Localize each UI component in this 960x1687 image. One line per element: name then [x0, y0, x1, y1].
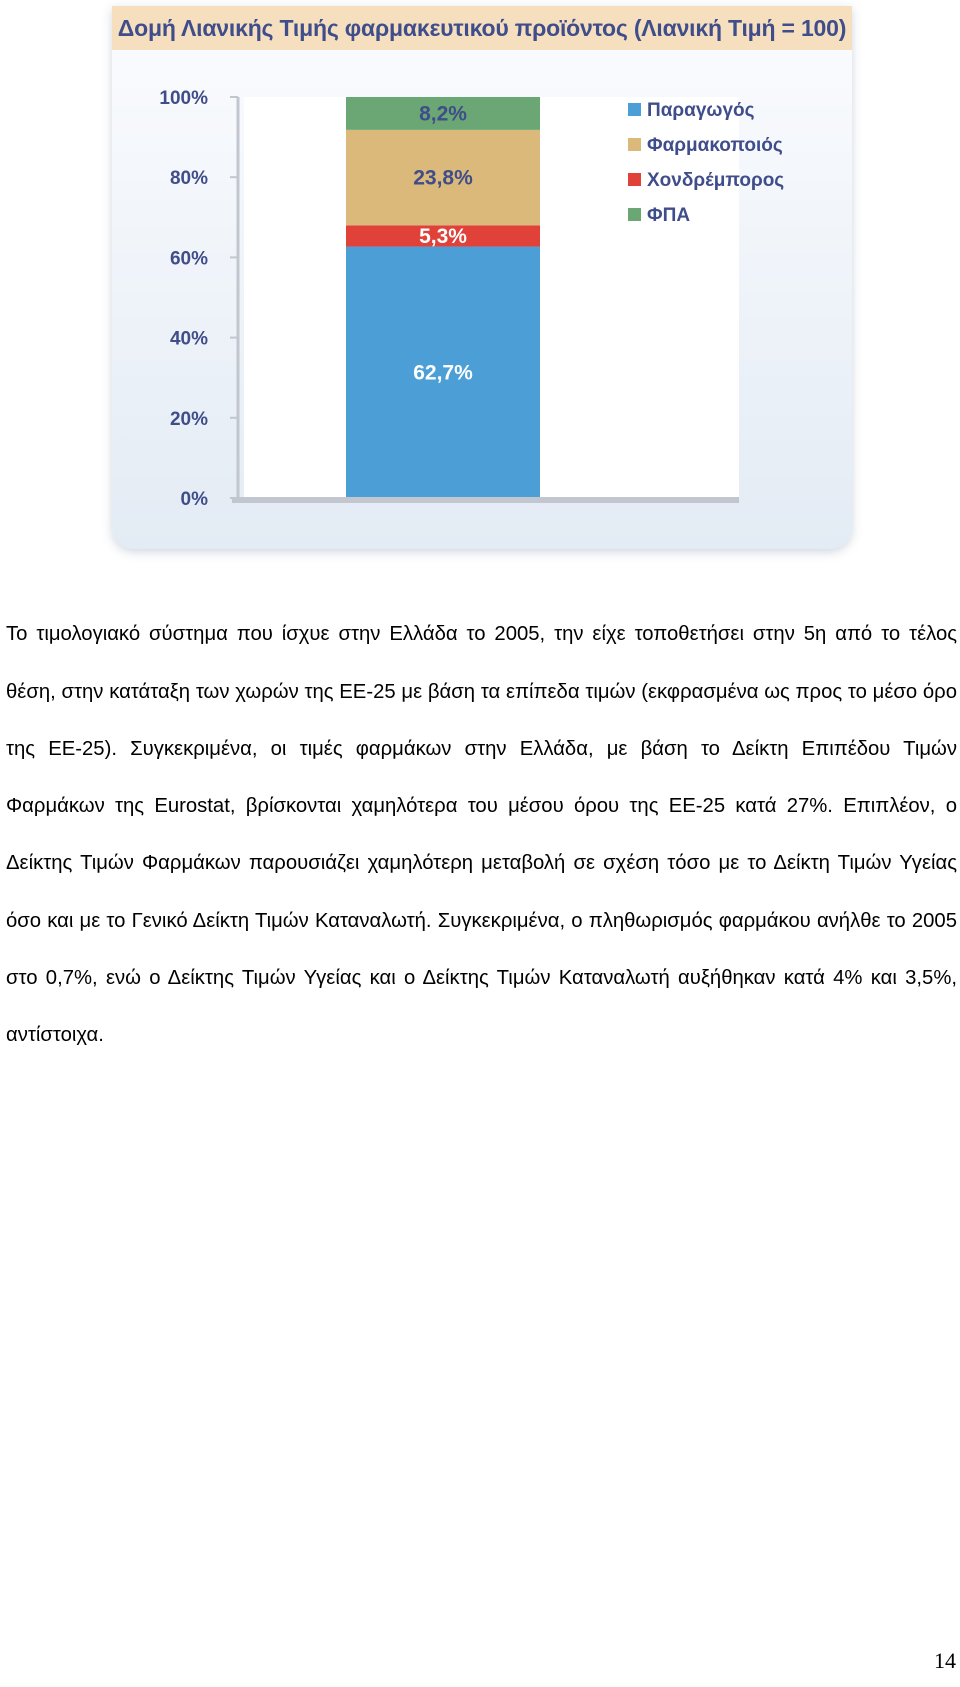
bar-data-label: 8,2% [419, 102, 467, 126]
body-paragraph: Το τιμολογιακό σύστημα που ίσχυε στην Ελλάδα το 2005, την είχε τοποθετήσει στην 5η από το τέλος θέση, στην κατάταξη των χωρών της ΕΕ-25 με βάση τα επίπεδα τιμών (εκφρασμένα ως προς το μέσο όρο της ΕΕ-25). Συγκεκριμένα, οι τιμές φαρμάκων στην Ελλάδα, με βάση το Δείκτη Επιπέδου Τιμών Φαρμάκων της Eurostat, βρίσκονται χαμηλότερα του μέσου όρου της ΕΕ-25 κατά 27%. Επιπλέον, ο Δείκτης Τιμών Φαρμάκων παρουσιάζει χαμηλότερη μεταβολή σε σχέση τόσο με το Δείκτη Τιμών Υγείας όσο και με το Γενικό Δείκτη Τιμών Καταναλωτή. Συγκεκριμένα, ο πληθωρισμός φαρμάκου ανήλθε το 2005 στο 0,7%, ενώ ο Δείκτης Τιμών Υγείας και ο Δείκτης Τιμών Καταναλωτή αυξήθηκαν κατά 4% και 3,5%, αντίστοιχα. [6, 623, 957, 1047]
legend-label: ΦΠΑ [647, 205, 691, 226]
chart-title: Δομή Λιανικής Τιμής φαρμακευτικού προϊόντος (Λιανική Τιμή = 100) [112, 6, 852, 50]
legend-swatch [628, 173, 641, 186]
legend-swatch [628, 208, 641, 221]
bar-data-label: 5,3% [419, 224, 467, 248]
chart-figure [112, 6, 852, 549]
legend-swatch [628, 103, 641, 116]
y-tick-label: 20% [169, 408, 208, 430]
y-tick-label: 0% [180, 489, 208, 510]
bar-data-label: 23,8% [413, 166, 473, 190]
page-number: 14 [934, 1648, 956, 1673]
legend-label: Φαρμακοποιός [647, 135, 783, 156]
y-tick-label: 80% [169, 168, 208, 190]
y-tick-label: 60% [169, 248, 208, 270]
legend-swatch [628, 138, 641, 151]
legend-label: Παραγωγός [647, 100, 755, 121]
legend-label: Χονδρέμπορος [647, 170, 785, 191]
y-tick-label: 100% [159, 88, 208, 109]
stacked-bar-chart [112, 6, 852, 549]
y-tick-label: 40% [169, 328, 208, 350]
bar-data-label: 62,7% [413, 361, 473, 385]
